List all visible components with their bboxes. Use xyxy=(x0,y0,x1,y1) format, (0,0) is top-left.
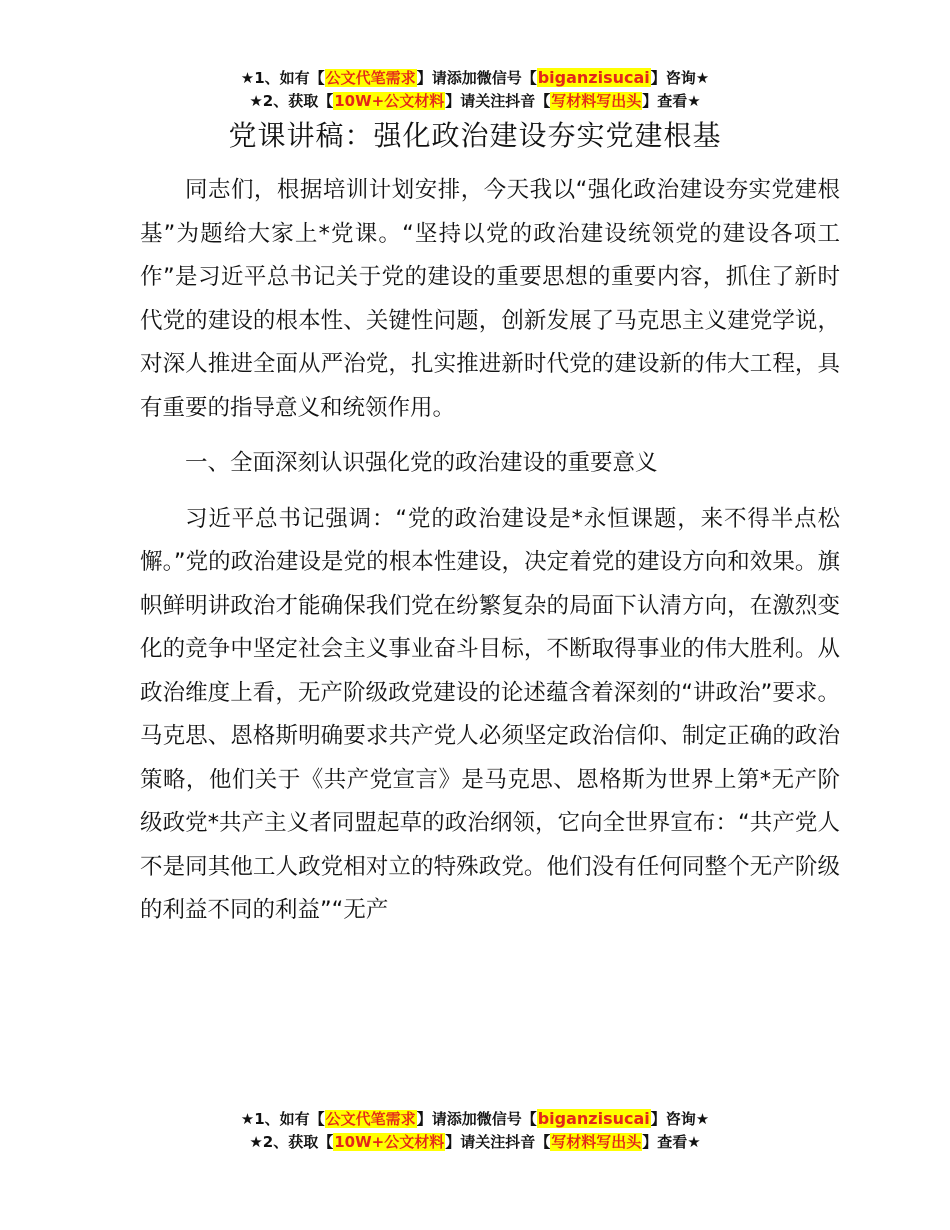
banner-highlight: 10W+公文材料 xyxy=(334,92,445,110)
banner-line-2: ★2、获取【10W+公文材料】请关注抖音【写材料写出头】查看★ xyxy=(249,92,701,110)
body-paragraph: 同志们，根据培训计划安排，今天我以“强化政治建设夯实党建根基”为题给大家上*党课。“坚持以党的政治建设统领党的建设各项工作”是习近平总书记关于党的建设的重要思想的重要内容，抓住了新时代党的建设的根本性、关键性问题，创新发展了马克思主义建党学说，对深人推进全面从严治党，扎实推进新时代党的建设新的伟大工程，具有重要的指导意义和统领作用。 xyxy=(140,177,840,421)
banner-highlight: 10W+公文材料 xyxy=(334,1133,445,1151)
banner-line-1: ★1、如有【公文代笔需求】请添加微信号【biganzisucai】咨询★ xyxy=(240,1109,710,1128)
banner-highlight: 公文代笔需求 xyxy=(325,69,416,87)
banner-line-2: ★2、获取【10W+公文材料】请关注抖音【写材料写出头】查看★ xyxy=(249,1133,701,1151)
document-title: 党课讲稿：强化政治建设夯实党建根基 xyxy=(228,119,722,152)
bottom-banner xyxy=(0,1107,950,1154)
banner-highlight: 公文代笔需求 xyxy=(325,1110,416,1128)
banner-line-1: ★1、如有【公文代笔需求】请添加微信号【biganzisucai】咨询★ xyxy=(240,68,710,87)
section-heading: 一、全面深刻认识强化党的政治建设的重要意义 xyxy=(185,450,658,476)
document-body xyxy=(140,169,840,945)
douyin-account-highlight: 写材料写出头 xyxy=(551,1133,642,1151)
body-paragraph: 习近平总书记强调：“党的政治建设是*永恒课题，来不得半点松懈。”党的政治建设是党的根本性建设，决定着党的建设方向和效果。旗帜鲜明讲政治才能确保我们党在纷繁复杂的局面下认清方向，在激烈变化的竞争中坚定社会主义事业奋斗目标，不断取得事业的伟大胜利。从政治维度上看，无产阶级政党建设的论述蕴含着深刻的“讲政治”要求。马克思、恩格斯明确要求共产党人必须坚定政治信仰、制定正确的政治策略，他们关于《共产党宣言》是马克思、恩格斯为世界上第*无产阶级政党*共产主义者同盟起草的政治纲领，它向全世界宣布：“共产党人不是同其他工人政党相对立的特殊政党。他们没有任何同整个无产阶级的利益不同的利益”“无产 xyxy=(140,505,840,923)
wechat-id-highlight: biganzisucai xyxy=(537,68,650,87)
top-banner xyxy=(0,66,950,113)
douyin-account-highlight: 写材料写出头 xyxy=(551,92,642,110)
wechat-id-highlight: biganzisucai xyxy=(537,1109,650,1128)
